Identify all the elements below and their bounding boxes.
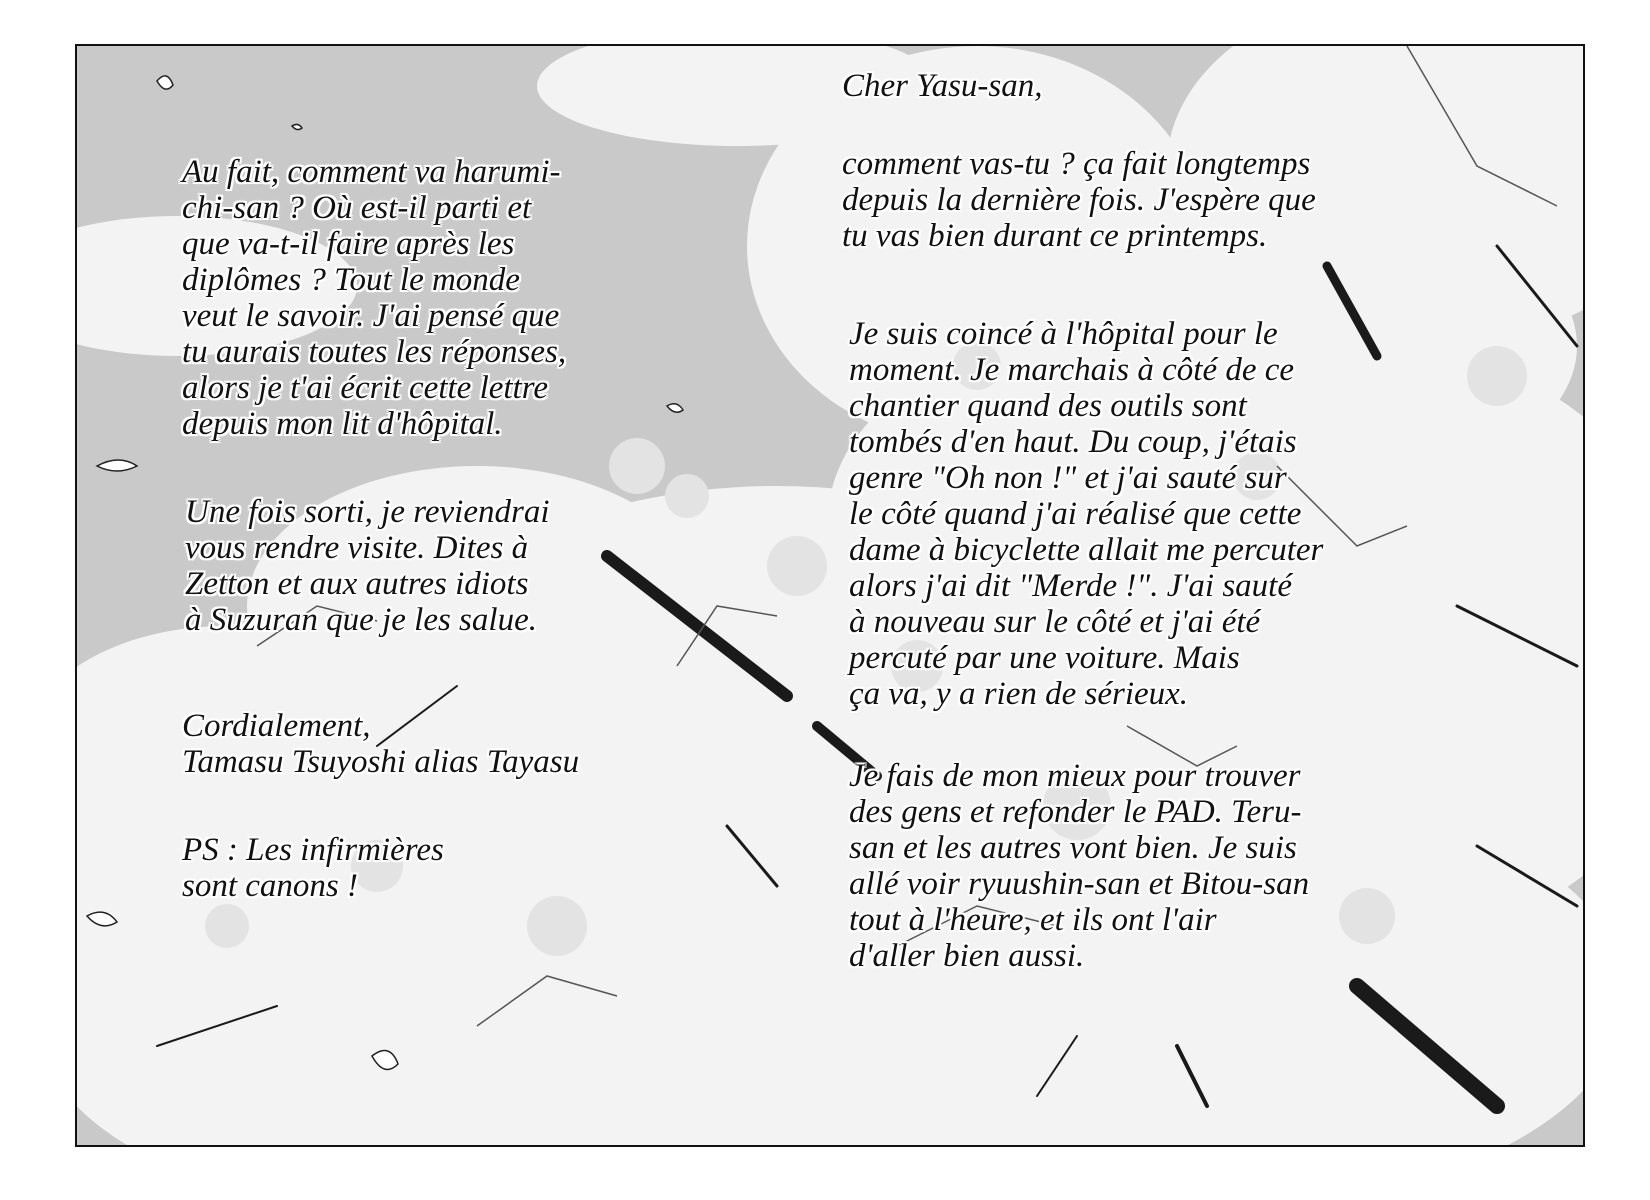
letter-paragraph-visit: Une fois sorti, je reviendrai vous rendre visite. Dites à Zetton et aux autres idiots à Suzuran que je les salue. bbox=[185, 494, 550, 638]
manga-panel bbox=[75, 44, 1585, 1147]
letter-paragraph-hospital: Je suis coincé à l'hôpital pour le moment. Je marchais à côté de ce chantier quand des outils sont tombés d'en haut. Du coup, j'étais genre "Oh non !" et j'ai sauté sur le côté quand j'ai réalisé que cette dame à bicyclette allait me percuter alors j'ai dit "Merde !". J'ai sauté à nouveau sur le côté et j'ai été percuté par une voiture. Mais ça va, y a rien de sérieux. bbox=[849, 316, 1324, 712]
letter-paragraph-harumichi: Au fait, comment va harumi- chi-san ? Où est-il parti et que va-t-il faire après les diplômes ? Tout le monde veut le savoir. J'ai pensé que tu aurais toutes les réponses, alors je t'ai écrit cette lettre depuis mon lit d'hôpital. bbox=[182, 154, 567, 442]
letter-postscript: PS : Les infirmières sont canons ! bbox=[182, 832, 444, 904]
letter-paragraph-opening: comment vas-tu ? ça fait longtemps depuis la dernière fois. J'espère que tu vas bien durant ce printemps. bbox=[842, 146, 1316, 254]
letter-greeting: Cher Yasu-san, bbox=[842, 68, 1043, 104]
letter-paragraph-pad: Je fais de mon mieux pour trouver des gens et refonder le PAD. Teru- san et les autres vont bien. Je suis allé voir ryuushin-san et Bitou-san tout à l'heure, et ils ont l'air d'aller bien aussi. bbox=[849, 758, 1310, 974]
letter-closing-signature: Cordialement, Tamasu Tsuyoshi alias Tayasu bbox=[182, 708, 580, 780]
